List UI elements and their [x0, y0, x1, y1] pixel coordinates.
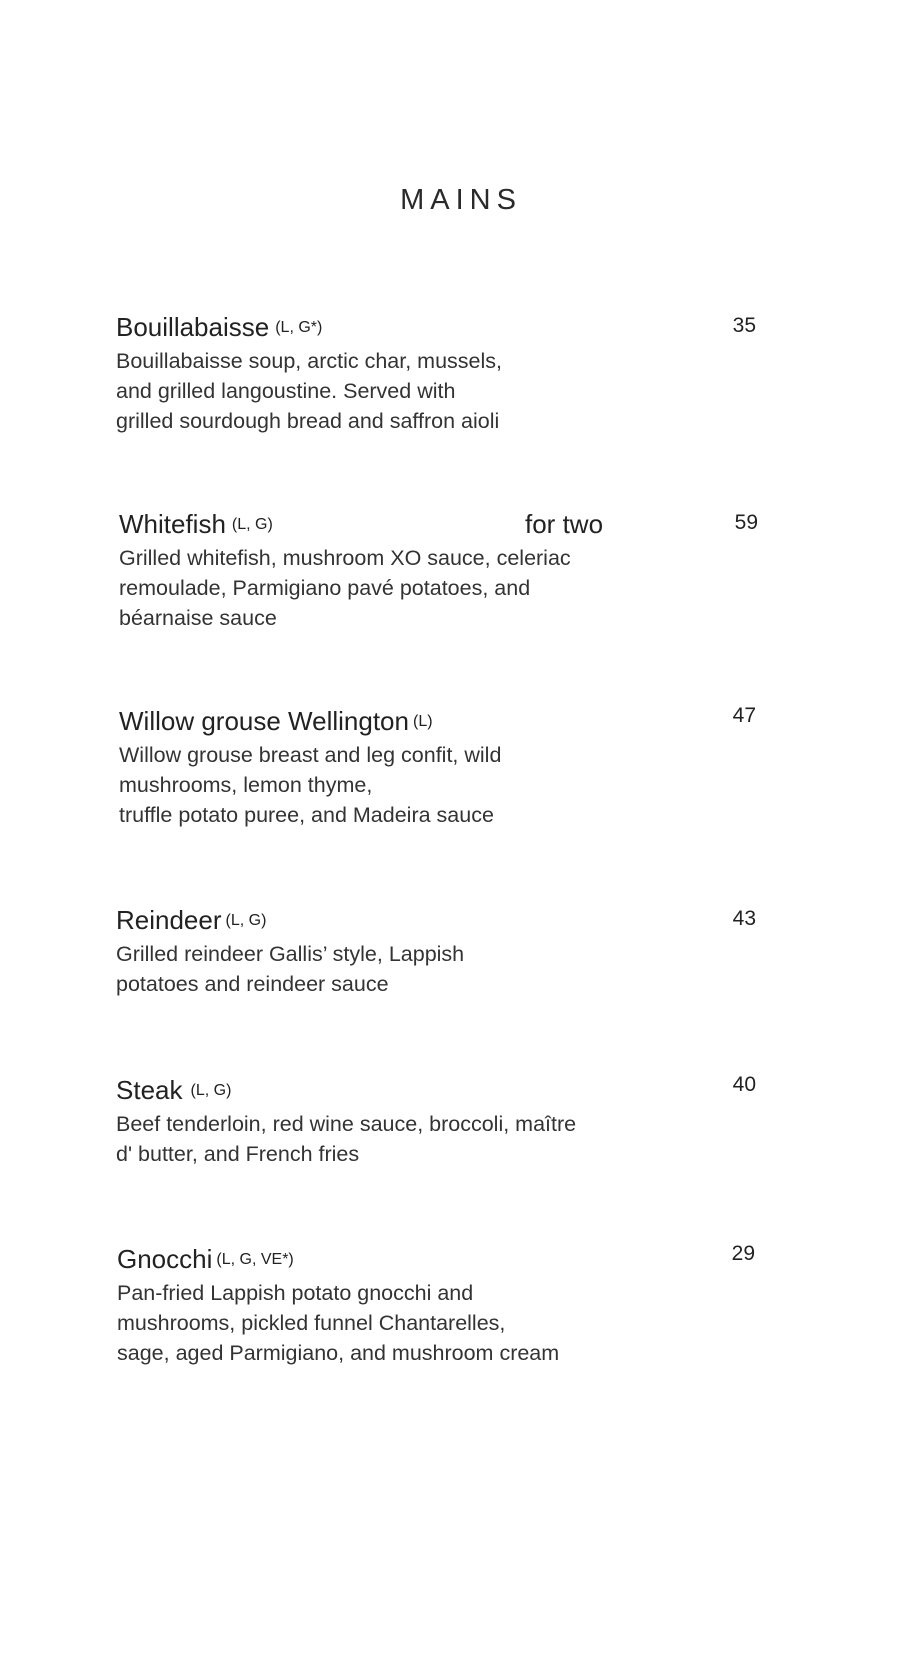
menu-item-name: Steak — [116, 1075, 183, 1105]
description-line: truffle potato puree, and Madeira sauce — [119, 803, 494, 827]
description-line: d' butter, and French fries — [116, 1142, 360, 1166]
description-line: sage, aged Parmigiano, and mushroom cream — [117, 1341, 560, 1365]
menu-item-description — [119, 543, 758, 633]
description-line: Grilled reindeer Gallis’ style, Lappish — [116, 942, 465, 966]
menu-item-header — [119, 706, 756, 740]
description-line: mushrooms, lemon thyme, — [119, 773, 373, 797]
menu-item-name: Reindeer — [116, 905, 222, 935]
description-line: grilled sourdough bread and saffron aioli — [116, 409, 500, 433]
menu-item-description — [116, 1109, 756, 1169]
menu-item-tags: (L, G, VE*) — [216, 1251, 294, 1268]
menu-item-price: 47 — [732, 704, 756, 727]
menu-item-gnocchi — [117, 1244, 755, 1368]
menu-item-tags: (L, G) — [190, 1082, 232, 1099]
menu-item-header — [119, 509, 758, 543]
menu-item-tags: (L, G*) — [275, 319, 323, 336]
menu-item-header — [116, 312, 756, 346]
menu-item-price: 35 — [732, 314, 756, 337]
menu-item-bouillabaisse — [116, 312, 756, 436]
menu-item-description — [119, 740, 756, 830]
description-line: Grilled whitefish, mushroom XO sauce, celeriac — [119, 546, 571, 570]
menu-item-header — [116, 905, 756, 939]
description-line: Pan-fried Lappish potato gnocchi and — [117, 1281, 474, 1305]
menu-item-steak — [116, 1075, 756, 1169]
menu-item-description — [116, 346, 756, 436]
menu-item-name: Willow grouse Wellington — [119, 706, 409, 736]
menu-item-name: Whitefish — [119, 509, 226, 539]
menu-item-tags: (L) — [412, 713, 433, 730]
menu-item-header — [116, 1075, 756, 1109]
description-line: potatoes and reindeer sauce — [116, 972, 389, 996]
description-line: béarnaise sauce — [119, 606, 277, 630]
menu-item-price: 29 — [731, 1242, 755, 1265]
description-line: mushrooms, pickled funnel Chantarelles, — [117, 1311, 506, 1335]
description-line: Beef tenderloin, red wine sauce, broccoli, maître — [116, 1112, 577, 1136]
menu-item-willow-grouse-wellington — [119, 706, 756, 830]
menu-item-name: Gnocchi — [117, 1244, 213, 1274]
menu-item-whitefish — [119, 509, 758, 633]
description-line: remoulade, Parmigiano pavé potatoes, and — [119, 576, 531, 600]
menu-item-tags: (L, G) — [231, 516, 273, 533]
menu-item-header — [117, 1244, 755, 1278]
menu-item-description — [117, 1278, 755, 1368]
menu-item-price: 43 — [732, 907, 756, 930]
menu-item-serving-note: for two — [525, 509, 604, 539]
menu-item-price: 59 — [734, 511, 758, 534]
menu-item-name: Bouillabaisse — [116, 312, 270, 342]
menu-item-reindeer — [116, 905, 756, 999]
menu-item-tags: (L, G) — [225, 912, 267, 929]
description-line: and grilled langoustine. Served with — [116, 379, 456, 403]
menu-item-description — [116, 939, 756, 999]
description-line: Willow grouse breast and leg confit, wild — [119, 743, 502, 767]
menu-item-price: 40 — [732, 1073, 756, 1096]
page-title: MAINS — [400, 184, 522, 216]
description-line: Bouillabaisse soup, arctic char, mussels, — [116, 349, 502, 373]
